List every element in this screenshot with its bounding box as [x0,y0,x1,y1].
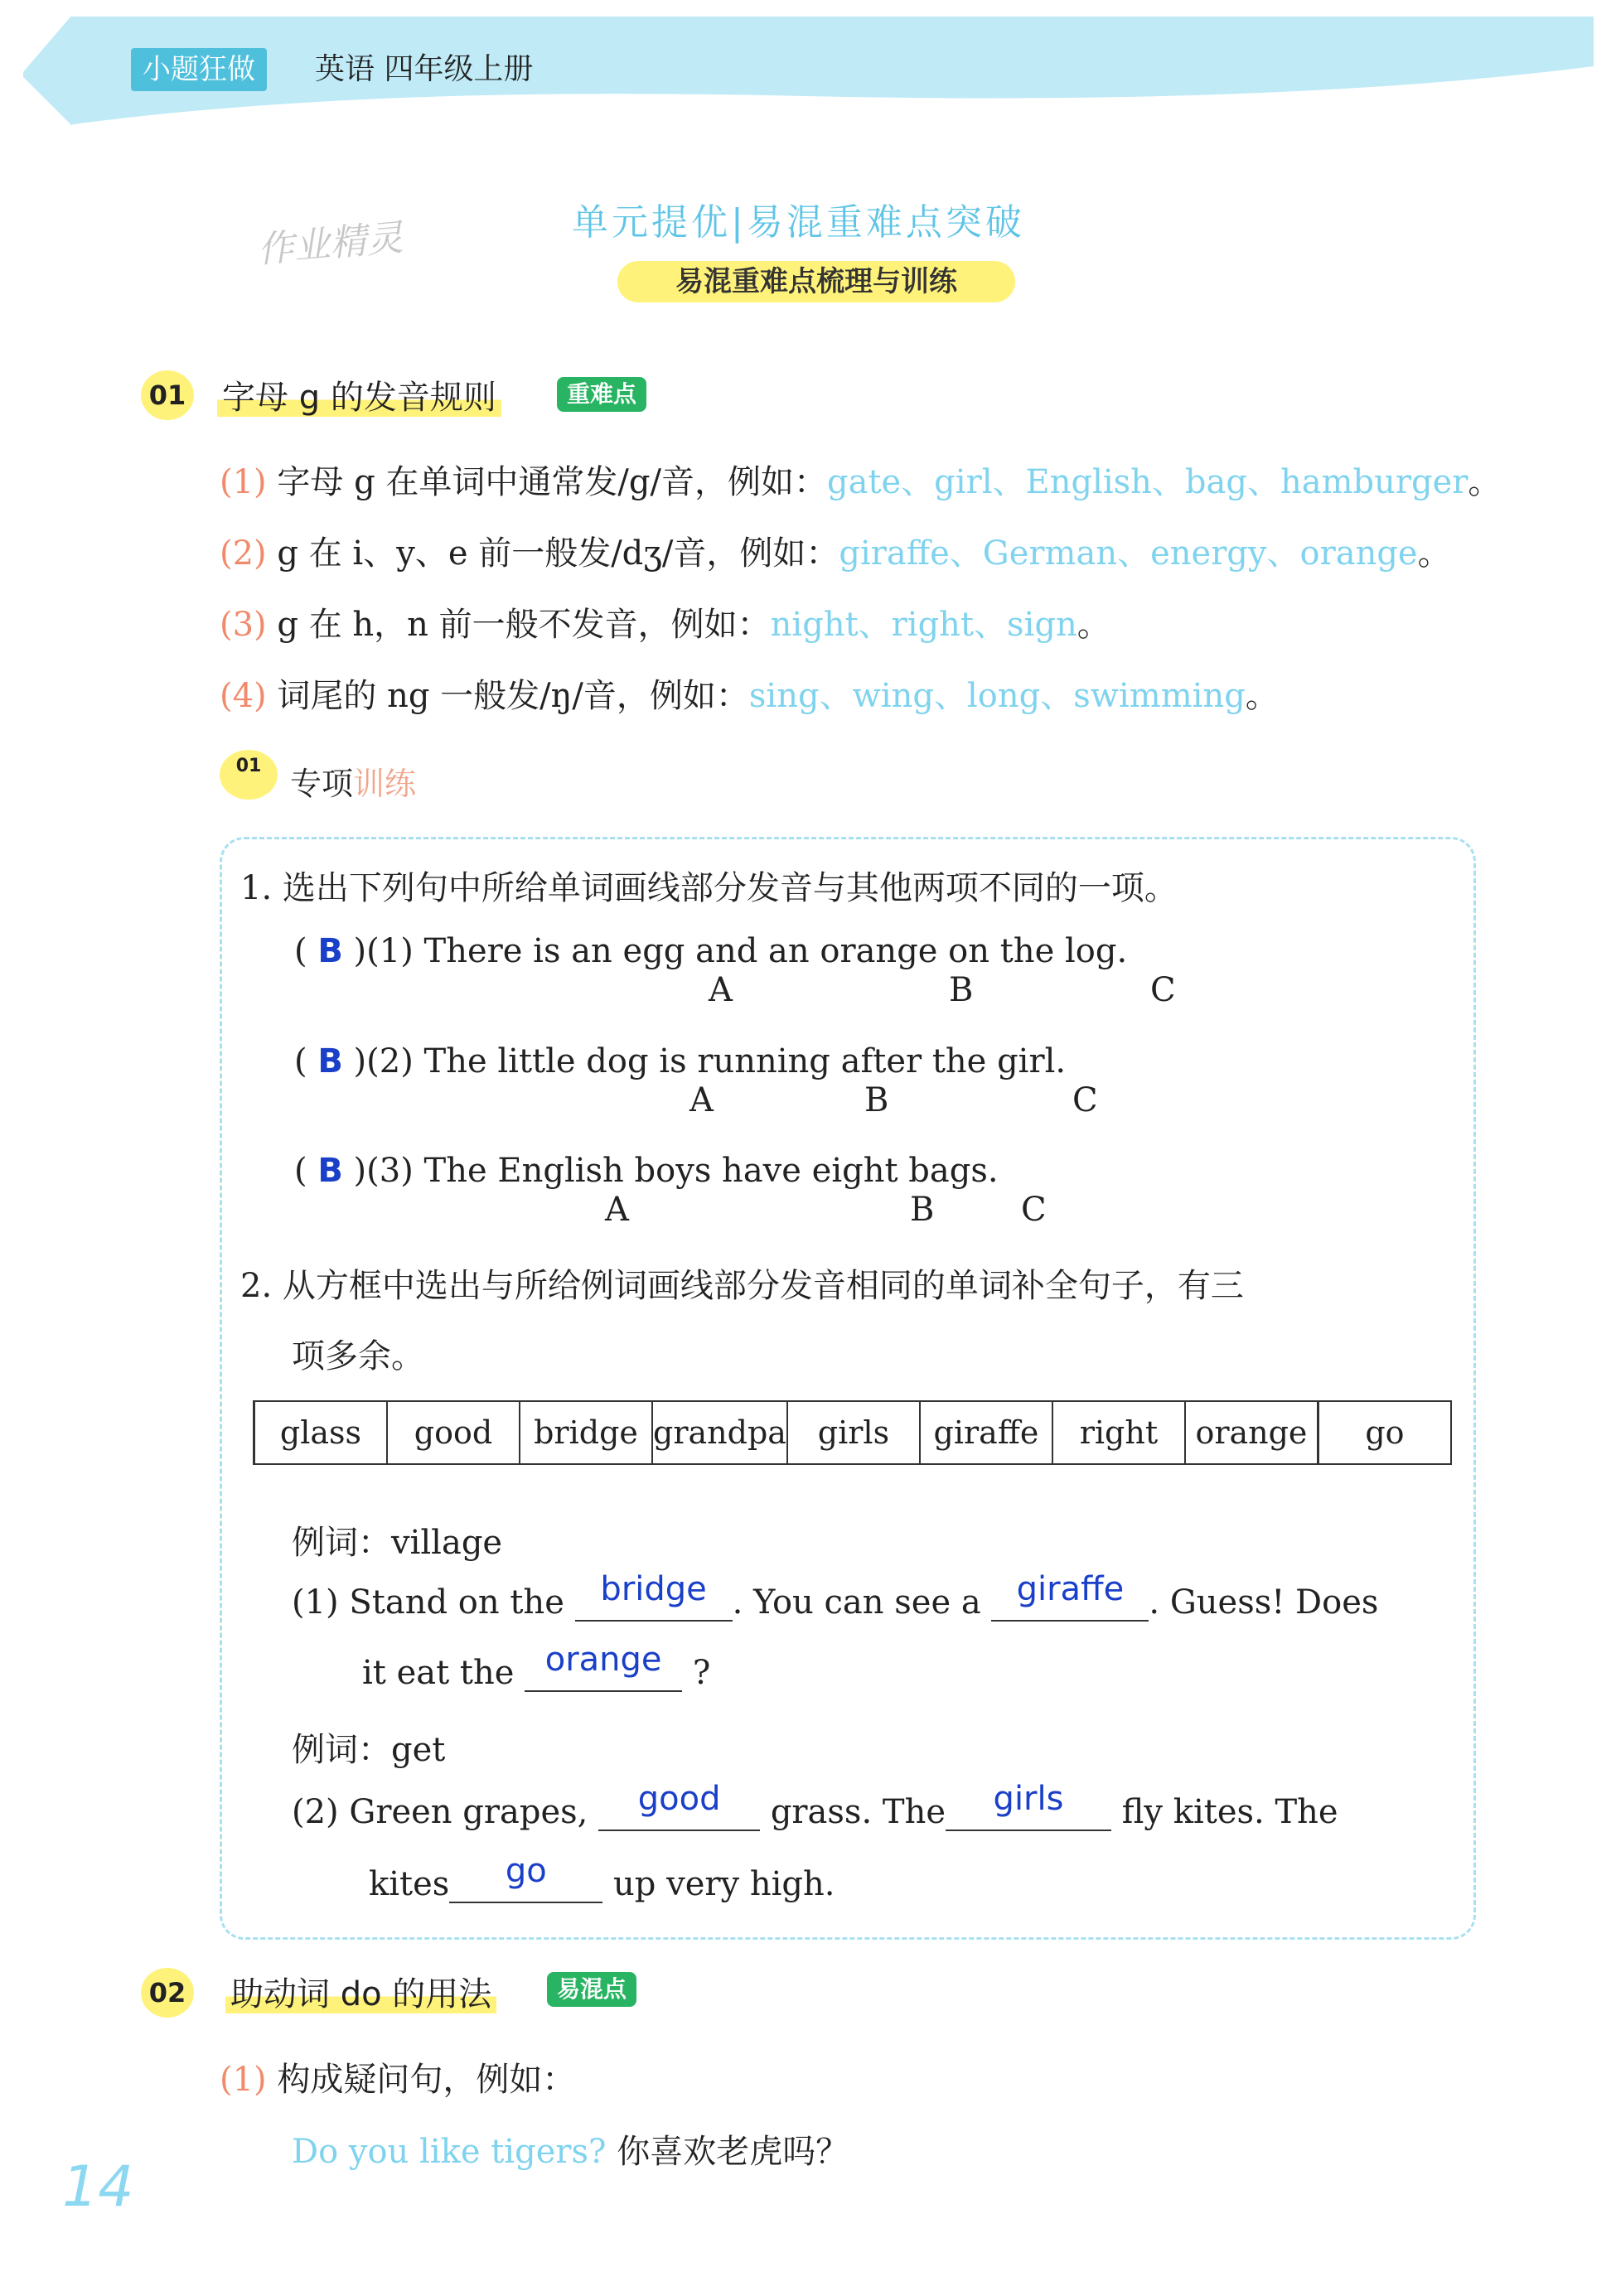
topic-title: 助动词 do 的用法 [225,1968,496,2015]
topic-number: 01 [141,370,194,420]
blank-answer[interactable]: bridge [575,1578,733,1622]
option-letter: A [709,971,733,1009]
training-number: 01 [220,750,278,800]
option-letter: A [689,1081,714,1119]
blank-answer[interactable]: good [598,1788,760,1831]
word-bank-cell: girls [787,1401,920,1464]
section-title: 单元提优|易混重难点突破 [572,201,1025,244]
blank-answer[interactable]: orange [525,1649,682,1692]
blank-answer[interactable]: giraffe [991,1578,1149,1622]
training-label: 专项训练 [290,766,417,802]
option-letter: B [949,971,974,1009]
question-2-prompt: 2. 从方框中选出与所给例词画线部分发音相同的单词补全句子，有三 [240,1267,1244,1305]
fill-sentence-cont: kites go up very high. [369,1852,835,1903]
fill-sentence-cont: it eat the orange ? [362,1641,711,1692]
example-word: 例词：get [292,1731,446,1769]
word-bank [253,1400,1452,1465]
section-subtitle: 易混重难点梳理与训练 [617,261,1015,302]
answer-choice[interactable]: B [317,1152,343,1190]
word-bank-cell: grandpa [652,1401,787,1464]
word-bank-cell: glass [254,1401,388,1464]
difficulty-badge: 易混点 [547,1972,636,2007]
word-bank-cell: giraffe [920,1401,1052,1464]
question-1-item: ( B )(3) The English boys have eight bags. [294,1152,999,1190]
option-letter: C [1021,1191,1047,1229]
word-bank-cell: bridge [520,1401,652,1464]
answer-choice[interactable]: B [317,1042,343,1080]
option-letter: C [1150,971,1176,1009]
fill-sentence: (2) Green grapes, good grass. The girls fly kites. The [292,1780,1338,1831]
question-2-prompt-cont: 项多余。 [292,1337,424,1375]
word-bank-cell: good [387,1401,520,1464]
watermark-logo: 作业精灵 [255,216,405,272]
rule-item: (1) 构成疑问句，例如： [220,2061,576,2099]
rule-item: (4) 词尾的 ng 一般发/ŋ/音，例如：sing、wing、long、swimming。 [220,677,1279,715]
series-tag: 小题狂做 [131,48,267,91]
word-bank-cell: right [1052,1401,1185,1464]
question-1-item: ( B )(2) The little dog is running after the girl. [294,1042,1067,1080]
question-1-item: ( B )(1) There is an egg and an orange on the log. [294,932,1128,970]
option-letter: B [864,1081,889,1119]
example-sentence: Do you like tigers? 你喜欢老虎吗？ [292,2133,849,2171]
blank-answer[interactable]: girls [946,1788,1111,1831]
blank-answer[interactable]: go [449,1860,602,1903]
word-bank-cell: go [1318,1401,1451,1464]
rule-item: (2) g 在 i、y、e 前一般发/dʒ/音，例如：giraffe、German、energy、orange。 [220,534,1451,573]
topic-number: 02 [141,1968,194,2018]
option-letter: B [910,1191,935,1229]
word-bank-cell: orange [1185,1401,1318,1464]
fill-sentence: (1) Stand on the bridge . You can see a giraffe . Guess! Does [292,1570,1379,1622]
option-letter: A [605,1191,629,1229]
difficulty-badge: 重难点 [557,377,646,412]
rule-item: (3) g 在 h，n 前一般不发音，例如：night、right、sign。 [220,606,1110,644]
example-word: 例词：village [292,1524,503,1562]
training-box [220,837,1476,1940]
option-letter: C [1072,1081,1098,1119]
answer-choice[interactable]: B [317,932,343,970]
page-number: 14 [62,2154,134,2220]
topic-title: 字母 g 的发音规则 [217,371,501,418]
question-1-prompt: 1. 选出下列句中所给单词画线部分发音与其他两项不同的一项。 [240,869,1178,907]
rule-item: (1) 字母 g 在单词中通常发/g/音，例如：gate、girl、English、bag、hamburger。 [220,463,1502,501]
subject-grade: 英语 四年级上册 [315,52,534,86]
